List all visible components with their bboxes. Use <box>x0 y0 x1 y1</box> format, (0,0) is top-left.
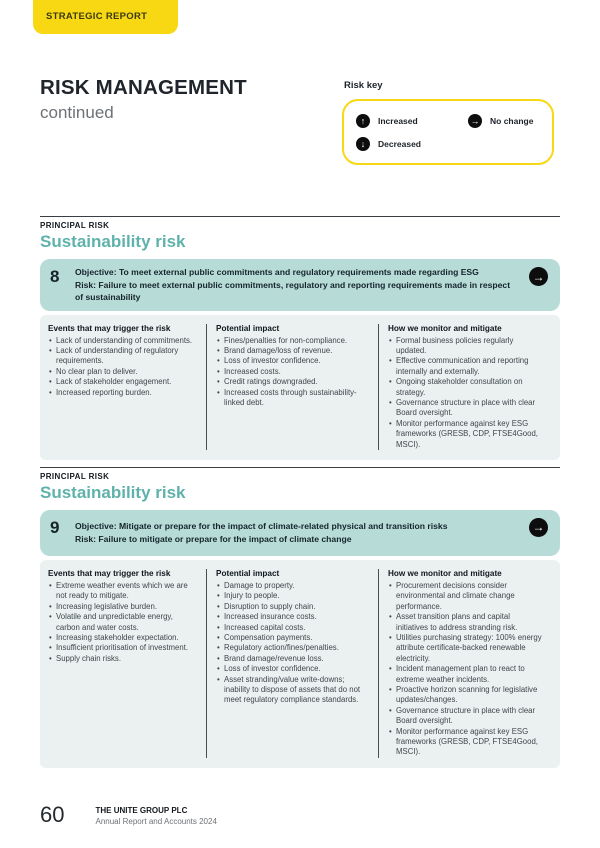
bullet-item: • Loss of investor confidence. <box>216 664 370 674</box>
risk-objective: Objective: Mitigate or prepare for the impact of climate-related physical and transition risks <box>75 521 448 532</box>
risk-number: 9 <box>50 517 60 537</box>
bullet-item: • Loss of investor confidence. <box>216 356 370 366</box>
bullet-item: • Insufficient prioritisation of investment. <box>48 643 198 653</box>
column-impact <box>206 324 378 450</box>
page-subtitle: continued <box>40 103 114 122</box>
bullet-item: • Credit ratings downgraded. <box>216 377 370 387</box>
risk-banner-8 <box>40 259 560 311</box>
company-name: THE UNITE GROUP PLC <box>95 806 188 815</box>
bullet-item: • Increased costs through sustainability-linked debt. <box>216 388 370 409</box>
section-tag-label: STRATEGIC REPORT <box>46 11 148 22</box>
bullet-item: • Extreme weather events which we are not ready to mitigate. <box>48 581 198 602</box>
page-number: 60 <box>40 802 65 827</box>
risk-key-item-label: No change <box>490 116 534 126</box>
report-name: Annual Report and Accounts 2024 <box>95 817 217 826</box>
bullet-item: • Fines/penalties for non-compliance. <box>216 336 370 346</box>
risk-key-item-label: Increased <box>378 116 418 126</box>
risk-detail-panel <box>40 560 560 768</box>
arrow-right-icon: → <box>468 114 482 128</box>
bullet-item: • Lack of understanding of regulatory requirements. <box>48 346 198 367</box>
bullet-item: • Volatile and unpredictable energy, carbon and water costs. <box>48 612 198 633</box>
bullet-item: • Asset stranding/value write-downs; inability to dispose of assets that do not meet regulatory compliance standards. <box>216 675 370 706</box>
risk-block-8 <box>0 216 600 460</box>
column-title: How we monitor and mitigate <box>388 568 502 578</box>
column-mitigation <box>378 324 550 450</box>
bullet-item: • Utilities purchasing strategy: 100% energy attribute certificate-backed renewable electricity. <box>388 633 542 664</box>
column-title: Events that may trigger the risk <box>48 323 171 333</box>
bullet-item: • Effective communication and reporting internally and externally. <box>388 356 542 377</box>
bullet-item: • Regulatory action/fines/penalties. <box>216 643 370 653</box>
bullet-item: • Increasing stakeholder expectation. <box>48 633 198 643</box>
column-title: Potential impact <box>216 568 280 578</box>
risk-heading: Sustainability risk <box>40 482 186 502</box>
risk-key <box>342 80 554 165</box>
bullet-list <box>48 581 198 664</box>
bullet-item: • No clear plan to deliver. <box>48 367 198 377</box>
risk-block-9 <box>0 467 600 768</box>
arrow-right-icon[interactable]: → <box>529 267 548 286</box>
bullet-list <box>48 336 198 398</box>
bullet-item: • Lack of understanding of commitments. <box>48 336 198 346</box>
bullet-item: • Disruption to supply chain. <box>216 602 370 612</box>
bullet-item: • Injury to people. <box>216 591 370 601</box>
principal-risk-eyebrow: PRINCIPAL RISK <box>40 221 110 230</box>
bullet-item: • Procurement decisions consider environmental and climate change performance. <box>388 581 542 612</box>
risk-detail-panel <box>40 315 560 460</box>
arrow-down-icon: ↓ <box>356 137 370 151</box>
bullet-item: • Damage to property. <box>216 581 370 591</box>
risk-key-item-decreased <box>356 137 468 151</box>
bullet-item: • Asset transition plans and capital initiatives to address stranding risk. <box>388 612 542 633</box>
bullet-list <box>216 581 370 706</box>
page-footer <box>40 804 217 826</box>
risk-statement: Risk: Failure to mitigate or prepare for the impact of climate change <box>75 533 352 544</box>
arrow-up-icon: ↑ <box>356 114 370 128</box>
bullet-item: • Increased costs. <box>216 367 370 377</box>
bullet-item: • Governance structure in place with clear Board oversight. <box>388 398 542 419</box>
bullet-item: • Lack of stakeholder engagement. <box>48 377 198 387</box>
bullet-list <box>216 336 370 409</box>
page-header <box>0 76 600 189</box>
column-triggers <box>48 324 206 450</box>
column-title: How we monitor and mitigate <box>388 323 502 333</box>
principal-risk-eyebrow: PRINCIPAL RISK <box>40 471 110 481</box>
risk-key-item-label: Decreased <box>378 139 422 149</box>
bullet-item: • Brand damage/loss of revenue. <box>216 346 370 356</box>
risk-key-item-no-change <box>468 114 540 128</box>
risk-key-box <box>342 99 554 165</box>
column-mitigation <box>378 569 550 758</box>
bullet-item: • Increased capital costs. <box>216 623 370 633</box>
bullet-item: • Monitor performance against key ESG frameworks (GRESB, CDP, FTSE4Good, MSCI). <box>388 419 542 450</box>
column-triggers <box>48 569 206 758</box>
bullet-list <box>388 336 542 450</box>
risk-heading: Sustainability risk <box>40 232 186 251</box>
bullet-item: • Brand damage/revenue loss. <box>216 654 370 664</box>
risk-banner-9 <box>40 510 560 556</box>
risk-number: 8 <box>50 267 60 286</box>
risk-objective: Objective: To meet external public commitments and regulatory requirements made regarding ESG <box>75 267 479 277</box>
bullet-item: • Increased insurance costs. <box>216 612 370 622</box>
risk-key-label: Risk key <box>344 80 383 91</box>
arrow-right-icon[interactable]: → <box>529 518 548 537</box>
risk-key-item-increased <box>356 114 468 128</box>
section-divider <box>40 467 560 468</box>
bullet-item: • Supply chain risks. <box>48 654 198 664</box>
page-title: RISK MANAGEMENT <box>40 76 247 99</box>
column-title: Events that may trigger the risk <box>48 568 171 578</box>
column-impact <box>206 569 378 758</box>
bullet-item: • Governance structure in place with clear Board oversight. <box>388 706 542 727</box>
risk-statement: Risk: Failure to meet external public commitments, regulatory and reporting requirements made in respect of sustainability <box>75 279 511 302</box>
bullet-item: • Ongoing stakeholder consultation on strategy. <box>388 377 542 398</box>
bullet-item: • Formal business policies regularly updated. <box>388 336 542 357</box>
bullet-item: • Increased reporting burden. <box>48 388 198 398</box>
footer-text <box>95 804 216 826</box>
section-divider <box>40 216 560 217</box>
risk-banner-text <box>75 520 529 545</box>
section-tag <box>33 0 178 34</box>
column-title: Potential impact <box>216 323 280 333</box>
bullet-list <box>388 581 542 758</box>
bullet-item: • Increasing legislative burden. <box>48 602 198 612</box>
bullet-item: • Compensation payments. <box>216 633 370 643</box>
bullet-item: • Incident management plan to react to extreme weather incidents. <box>388 664 542 685</box>
bullet-item: • Proactive horizon scanning for legislative updates/changes. <box>388 685 542 706</box>
bullet-item: • Monitor performance against key ESG frameworks (GRESB, CDP, FTSE4Good, MSCI). <box>388 727 542 758</box>
risk-banner-text <box>75 266 529 304</box>
